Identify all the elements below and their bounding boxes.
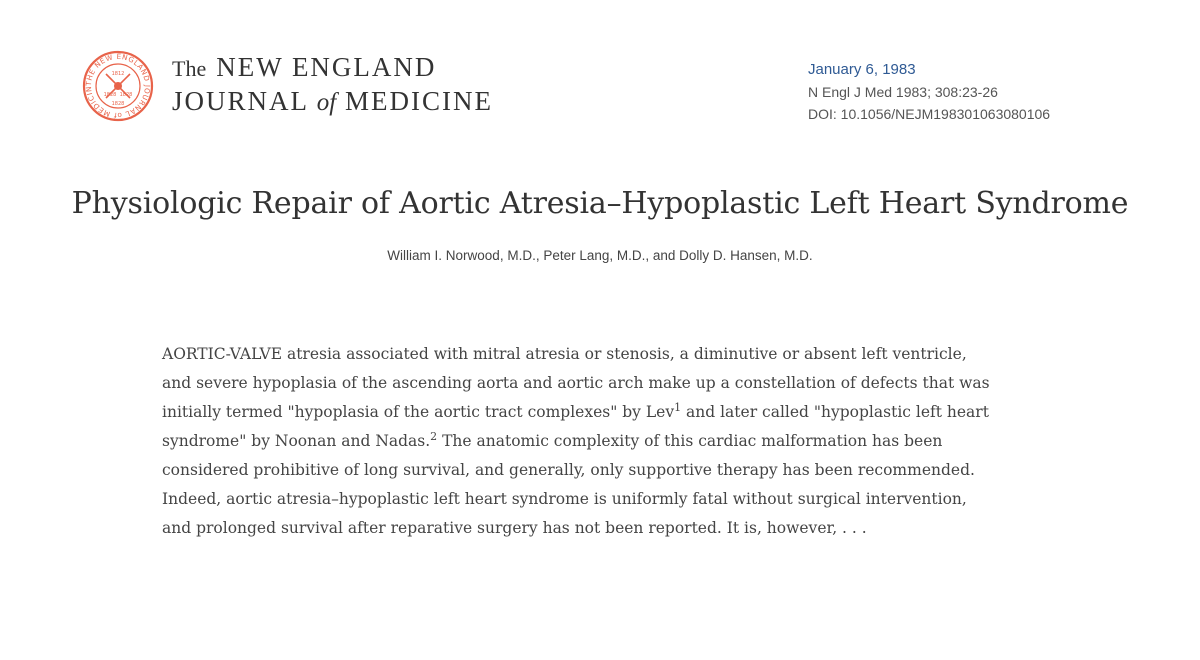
abstract-line: AORTIC-VALVE atresia associated with mitral atresia or stenosis, a diminutive or absent left ventricle, xyxy=(162,345,967,363)
masthead-line-2 xyxy=(172,88,493,115)
masthead-of: of xyxy=(316,89,337,116)
svg-text:1828: 1828 xyxy=(119,92,133,98)
svg-text:THE NEW ENGLAND JOURNAL of MED: THE NEW ENGLAND JOURNAL of MEDICIN xyxy=(83,51,153,121)
journal-masthead[interactable] xyxy=(172,54,493,115)
doi: DOI: 10.1056/NEJM198301063080106 xyxy=(808,106,1051,122)
publication-meta xyxy=(808,59,1050,125)
masthead-journal: JOURNAL xyxy=(172,86,309,116)
svg-text:1812: 1812 xyxy=(111,71,125,77)
masthead-new-england: NEW ENGLAND xyxy=(216,52,437,82)
reference-2[interactable]: 2 xyxy=(430,430,438,443)
abstract-text: syndrome" by Noonan and Nadas. xyxy=(162,432,431,450)
citation: N Engl J Med 1983; 308:23-26 xyxy=(808,84,998,100)
abstract-text: initially termed "hypoplasia of the aortic tract complexes" by Lev xyxy=(162,403,675,421)
abstract-line xyxy=(162,398,1042,427)
masthead-medicine: MEDICINE xyxy=(344,86,493,116)
abstract-line xyxy=(162,427,1042,456)
abstract-line: and severe hypoplasia of the ascending aorta and aortic arch make up a constellation of defects that was xyxy=(162,374,990,392)
abstract-line: Indeed, aortic atresia–hypoplastic left heart syndrome is uniformly fatal without surgical intervention, xyxy=(162,490,967,508)
abstract-line: and prolonged survival after reparative surgery has not been reported. It is, however, . . . xyxy=(162,519,867,537)
publication-date[interactable]: January 6, 1983 xyxy=(808,61,916,78)
article-abstract xyxy=(162,340,1042,543)
svg-text:1828: 1828 xyxy=(103,92,117,98)
journal-seal-logo xyxy=(82,50,154,122)
masthead-the: The xyxy=(172,56,207,81)
masthead-line-1 xyxy=(172,54,493,84)
abstract-line: considered prohibitive of long survival, and generally, only supportive therapy has been recommended. xyxy=(162,461,975,479)
abstract-text: and later called "hypoplastic left heart xyxy=(681,403,989,421)
article-authors: William I. Norwood, M.D., Peter Lang, M.D., and Dolly D. Hansen, M.D. xyxy=(387,248,813,263)
abstract-text: The anatomic complexity of this cardiac malformation has been xyxy=(437,432,943,450)
article-title: Physiologic Repair of Aortic Atresia–Hypoplastic Left Heart Syndrome xyxy=(71,186,1129,221)
reference-1[interactable]: 1 xyxy=(674,401,682,414)
svg-text:1828: 1828 xyxy=(111,101,125,107)
